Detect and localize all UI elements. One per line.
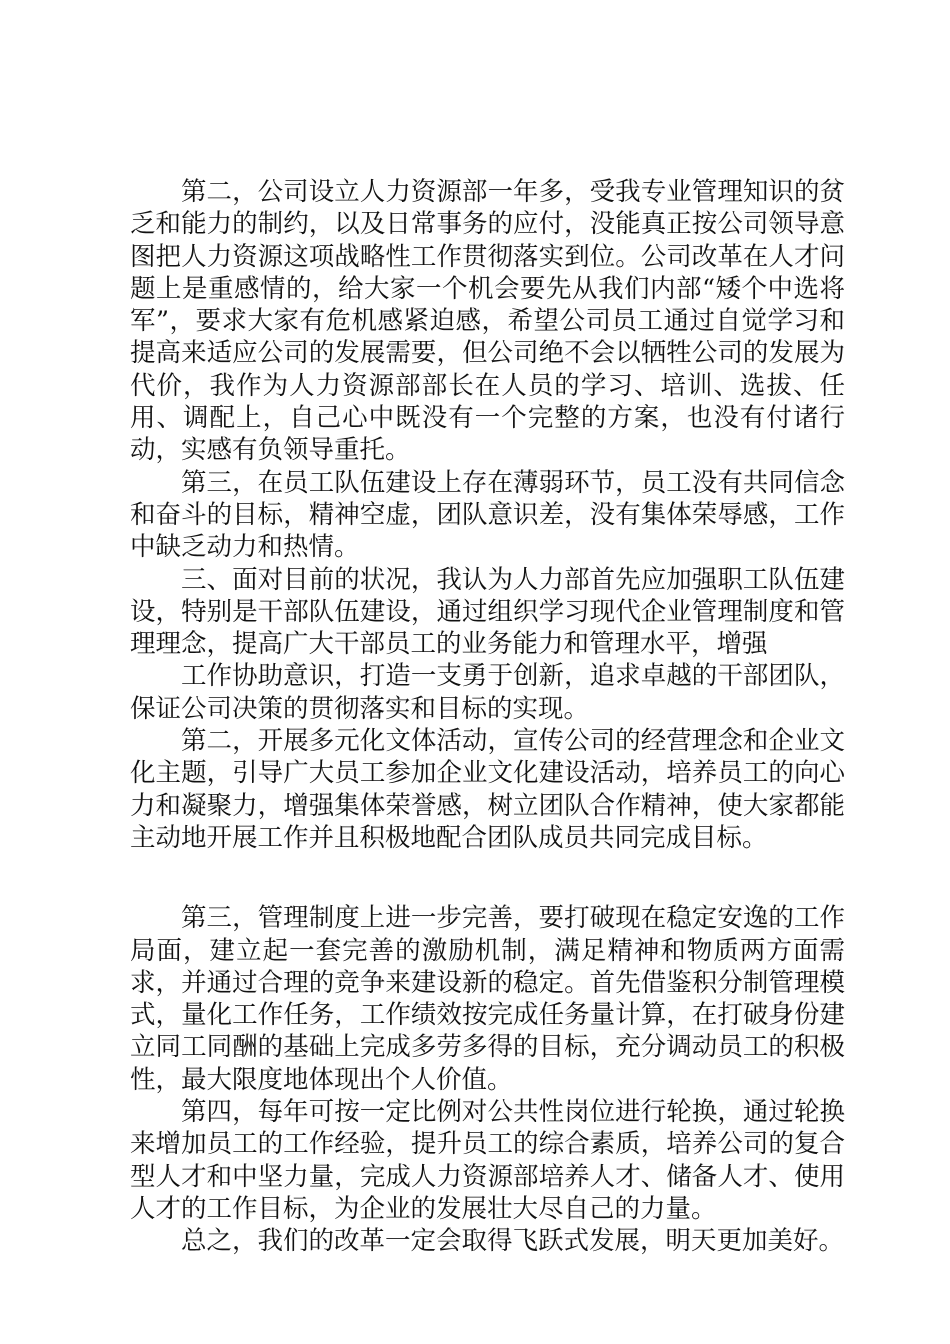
paragraph-management-system: 第三，管理制度上进一步完善，要打破现在稳定安逸的工作局面，建立起一套完善的激励机制，满足精神和物质两方面需求，并通过合理的竞争来建设新的稳定。首先借鉴积分制管理模式，量化工作任务，工作绩效按完成任务量计算，在打破身份建立同工同酬的基础上完成多劳多得的目标，充分调动员工的积极性，最大限度地体现出个人价值。	[130, 903, 845, 1095]
document-body	[130, 176, 845, 1258]
paragraph-cultural-activities: 第二，开展多元化文体活动，宣传公司的经营理念和企业文化主题，引导广大员工参加企业文化建设活动，培养员工的向心力和凝聚力，增强集体荣誉感，树立团队合作精神，使大家都能主动地开展工作并且积极地配合团队成员共同完成目标。	[130, 726, 845, 853]
paragraph-job-rotation: 第四，每年可按一定比例对公共性岗位进行轮换，通过轮换来增加员工的工作经验，提升员工的综合素质，培养公司的复合型人才和中坚力量，完成人力资源部培养人才、储备人才、使用人才的工作目标，为企业的发展壮大尽自己的力量。	[130, 1097, 845, 1224]
paragraph-conclusion: 总之，我们的改革一定会取得飞跃式发展，明天更加美好。	[181, 1226, 845, 1257]
paragraph-strengthen-team-building: 三、面对目前的状况，我认为人力部首先应加强职工队伍建设，特别是干部队伍建设，通过组织学习现代企业管理制度和管理理念，提高广大干部员工的业务能力和管理水平，增强	[130, 564, 845, 660]
paragraph-team-weakness: 第三，在员工队伍建设上存在薄弱环节，员工没有共同信念和奋斗的目标，精神空虚，团队意识差，没有集体荣辱感，工作中缺乏动力和热情。	[130, 467, 845, 563]
paragraph-cooperation-awareness: 工作协助意识，打造一支勇于创新，追求卓越的干部团队，保证公司决策的贯彻落实和目标的实现。	[130, 661, 845, 724]
paragraph-hr-department-shortcomings: 第二，公司设立人力资源部一年多，受我专业管理知识的贫乏和能力的制约，以及日常事务的应付，没能真正按公司领导意图把人力资源这项战略性工作贯彻落实到位。公司改革在人才问题上是重感情的，给大家一个机会要先从我们内部“矮个中选将军”，要求大家有危机感紧迫感，希望公司员工通过自觉学习和提高来适应公司的发展需要，但公司绝不会以牺牲公司的发展为代价，我作为人力资源部部长在人员的学习、培训、选拔、任用、调配上，自己心中既没有一个完整的方案，也没有付诸行动，实感有负领导重托。	[130, 177, 845, 466]
